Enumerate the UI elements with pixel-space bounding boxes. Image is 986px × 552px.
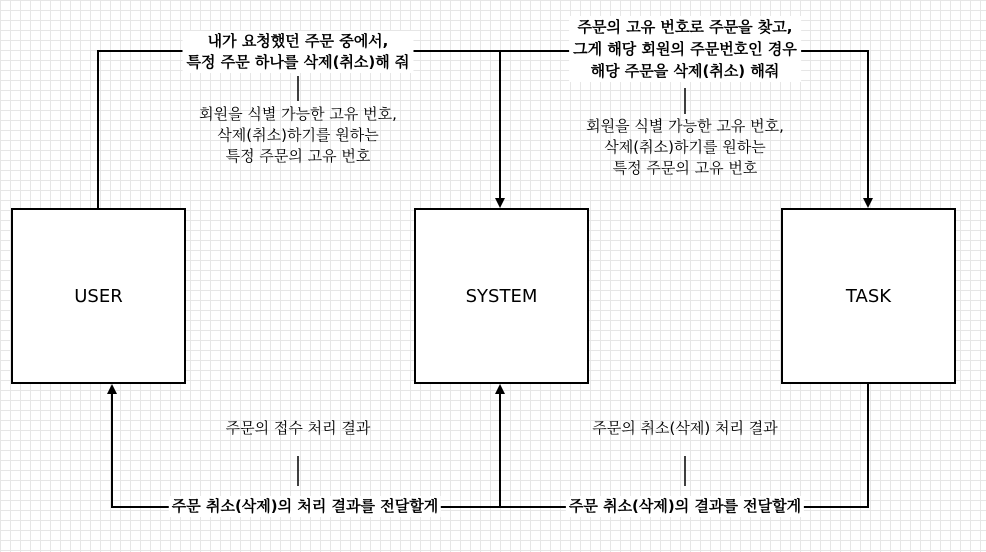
request-system-label (569, 16, 801, 82)
response-system-label-text: 주문 취소(삭제)의 결과를 전달할게 (568, 497, 802, 515)
request-system-note-line-2: 삭제(취소)하기를 원하는 (604, 138, 766, 156)
request-system-line-3: 해당 주문을 삭제(취소) 해줘 (590, 62, 780, 80)
response-user-label-text: 주문 취소(삭제)의 처리 결과를 전달할게 (171, 497, 439, 515)
request-user-note-line-1: 회원을 식별 가능한 고유 번호, (199, 105, 397, 123)
task-node[interactable] (781, 208, 956, 384)
request-user-line-2: 특정 주문 하나를 삭제(취소)해 줘 (186, 53, 410, 71)
user-node-label: USER (74, 285, 123, 307)
request-user-note-line-2: 삭제(취소)하기를 원하는 (217, 126, 379, 144)
request-system-note-line-1: 회원을 식별 가능한 고유 번호, (586, 117, 784, 135)
request-user-line-1: 내가 요청했던 주문 중에서, (207, 32, 389, 50)
system-node-label: SYSTEM (465, 285, 538, 307)
response-system-label (566, 496, 804, 517)
edge-system-to-user (112, 386, 500, 507)
user-node[interactable] (11, 208, 186, 384)
task-node-label: TASK (845, 285, 892, 307)
request-user-note (199, 104, 397, 167)
system-node[interactable] (414, 208, 589, 384)
request-system-note (586, 116, 784, 179)
response-user-note-text: 주문의 접수 처리 결과 (225, 419, 371, 437)
request-system-note-line-3: 특정 주문의 고유 번호 (612, 159, 758, 177)
request-user-note-line-3: 특정 주문의 고유 번호 (225, 147, 371, 165)
edge-task-to-system (500, 383, 868, 507)
response-user-note (226, 418, 371, 439)
response-user-label (169, 496, 441, 517)
request-system-line-1: 주문의 고유 번호로 주문을 찾고, (577, 18, 793, 36)
response-system-note (592, 418, 777, 439)
request-system-line-2: 그게 해당 회원의 주문번호인 경우 (573, 40, 797, 58)
request-user-label (183, 31, 414, 73)
response-system-note-text: 주문의 취소(삭제) 처리 결과 (592, 419, 778, 437)
